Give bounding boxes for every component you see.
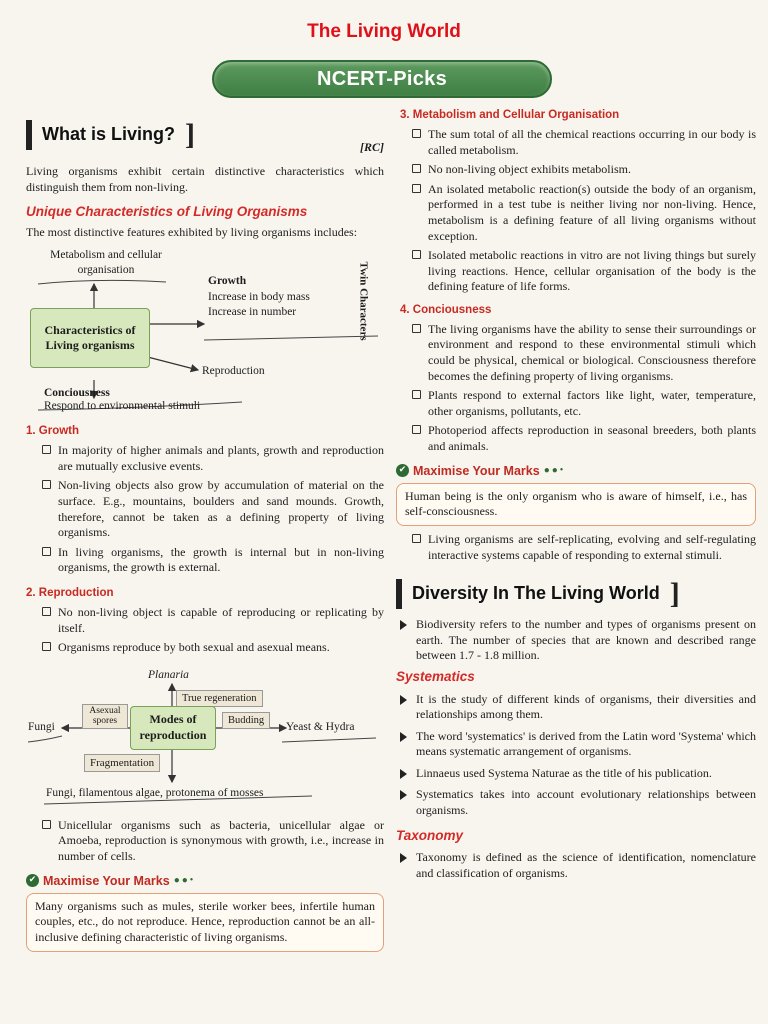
checkbox-icon [412, 390, 421, 399]
maximise-marks-heading [26, 873, 384, 889]
self-replicating-list [396, 532, 756, 563]
checkbox-icon [42, 547, 51, 556]
section-title: Diversity In The Living World [412, 583, 660, 604]
checkbox-icon [412, 425, 421, 434]
checkbox-icon [412, 164, 421, 173]
checkbox-icon [412, 250, 421, 259]
list-item: Unicellular organisms such as bacteria, unicellular algae or Amoeba, reproduction is synonymous with growth, i.e., increase in number of cells. [26, 818, 384, 865]
list-item: In living organisms, the growth is internal but in non-living organisms, the growth is external. [26, 545, 384, 576]
check-circle-icon: ✔ [396, 464, 409, 477]
characteristics-diagram [26, 244, 384, 412]
consciousness-heading: 4. Conciousness [400, 303, 492, 316]
fragmentation-tag: Fragmentation [84, 754, 160, 772]
unique-intro-text: The most distinctive features exhibited by living organisms includes: [26, 224, 358, 239]
consciousness-label: Conciousness [44, 387, 110, 400]
modes-of-reproduction-box: Modes of reproduction [130, 706, 216, 750]
metabolism-label: Metabolism and cellular organisation [50, 249, 162, 277]
triangle-bullet-icon [400, 853, 407, 863]
reproduction-list [26, 605, 384, 656]
checkbox-icon [412, 129, 421, 138]
taxonomy-list [396, 850, 756, 881]
planaria-label: Planaria [148, 668, 189, 681]
yeast-hydra-label: Yeast & Hydra [286, 720, 355, 733]
list-item: Living organisms are self-replicating, evolving and self-regulating interactive systems capable of responding to external stimuli. [396, 532, 756, 563]
list-item: Linnaeus used Systema Naturae as the title of his publication. [396, 766, 756, 782]
list-item: The living organisms have the ability to sense their surroundings or environment and respond to these environmental stimuli which could be physical, chemical or biological. Consciousness therefore becomes the defining property of living organisms. [396, 322, 756, 384]
consciousness-list [396, 322, 756, 455]
diversity-heading [396, 579, 756, 609]
characteristics-box: Characteristics of Living organisms [30, 308, 150, 368]
right-column [396, 108, 756, 881]
intro-text: Living organisms exhibit certain distinctive characteristics which distinguish them from non-living. [26, 164, 384, 194]
list-item: Organisms reproduce by both sexual and asexual means. [26, 640, 384, 656]
rc-tag: [RC] [360, 140, 384, 154]
heading-bar-icon [26, 120, 32, 150]
tip-box: Human being is the only organism who is aware of himself, i.e., has self-consciousness. [396, 483, 756, 526]
fragmentation-examples: Fungi, filamentous algae, protonema of mosses [46, 786, 264, 799]
banner-label: NCERT-Picks [316, 68, 447, 90]
list-item: Isolated metabolic reactions in vitro are not living things but surely living reactions. Hence, cellular organisation of the body is the defining feature of life forms. [396, 248, 756, 295]
tip-title: Maximise Your Marks [43, 873, 170, 888]
list-item: It is the study of different kinds of organisms, their diversities and relationships among them. [396, 692, 756, 723]
left-column [26, 120, 384, 952]
tip-box: Many organisms such as mules, sterile worker bees, infertile human couples, etc., do not reproduce. Hence, reproduction cannot be an all-inclusive defining characteristic of living organisms. [26, 893, 384, 952]
section-title: What is Living? [42, 124, 175, 145]
checkbox-icon [42, 607, 51, 616]
twin-characters-label: Twin Characters [357, 262, 370, 341]
triangle-bullet-icon [400, 695, 407, 705]
growth-label: Growth [208, 275, 247, 288]
list-item: In majority of higher animals and plants, growth and reproduction are mutually exclusive events. [26, 443, 384, 474]
list-item: An isolated metabolic reaction(s) outside the body of an organism, performed in a test tube is neither living nor non-living. Hence, metabolism is a defining feature of all living organisms without exception. [396, 182, 756, 244]
biodiversity-list [396, 617, 756, 664]
unique-characteristics-heading: Unique Characteristics of Living Organisms [26, 204, 308, 220]
checkbox-icon [412, 534, 421, 543]
reproduction-heading: 2. Reproduction [26, 587, 114, 600]
consciousness-desc: Respond to environmental stimuli [44, 400, 201, 413]
reproduction-label: Reproduction [202, 365, 265, 378]
list-item: Photoperiod affects reproduction in seasonal breeders, both plants and animals. [396, 423, 756, 454]
what-is-living-heading [26, 120, 384, 150]
systematics-heading: Systematics [396, 668, 475, 684]
ncert-picks-banner [212, 60, 552, 98]
systematics-list [396, 692, 756, 819]
list-item: No non-living object exhibits metabolism. [396, 162, 756, 178]
dots-icon: ●●• [543, 465, 566, 477]
taxonomy-heading: Taxonomy [396, 827, 464, 843]
budding-tag: Budding [222, 712, 270, 730]
checkbox-icon [42, 820, 51, 829]
check-circle-icon: ✔ [26, 874, 39, 887]
metabolism-list [396, 127, 756, 295]
heading-bar-icon [396, 579, 402, 609]
list-item: The sum total of all the chemical reactions occurring in our body is called metabolism. [396, 127, 756, 158]
true-regeneration-tag: True regeneration [176, 690, 263, 708]
triangle-bullet-icon [400, 620, 407, 630]
unicellular-list [26, 818, 384, 865]
list-item: The word 'systematics' is derived from the Latin word 'Systema' which means systematic arrangement of organisms. [396, 729, 756, 760]
maximise-marks-heading [396, 463, 756, 479]
growth-list [26, 443, 384, 576]
list-item: Biodiversity refers to the number and types of organisms present on earth. The number of species that are known and described range between 1.7 - 1.8 million. [396, 617, 756, 664]
asexual-spores-tag: Asexual spores [82, 704, 128, 729]
triangle-bullet-icon [400, 790, 407, 800]
metabolism-heading: 3. Metabolism and Cellular Organisation [400, 109, 620, 121]
list-item: Plants respond to external factors like light, water, temperature, other organisms, pollutants, etc. [396, 388, 756, 419]
reproduction-modes-diagram [26, 662, 384, 814]
tip-title: Maximise Your Marks [413, 463, 540, 478]
bracket-icon: ] [669, 577, 680, 611]
dots-icon: ●●• [173, 875, 196, 887]
checkbox-icon [412, 184, 421, 193]
checkbox-icon [42, 445, 51, 454]
checkbox-icon [42, 480, 51, 489]
page-title: The Living World [307, 21, 461, 42]
checkbox-icon [412, 324, 421, 333]
triangle-bullet-icon [400, 732, 407, 742]
growth-item-1: Increase in body mass [208, 291, 310, 304]
fungi-label: Fungi [28, 720, 55, 733]
growth-item-2: Increase in number [208, 306, 297, 319]
list-item: Taxonomy is defined as the science of identification, nomenclature and classification of organisms. [396, 850, 756, 881]
bracket-icon: ] [185, 118, 195, 151]
checkbox-icon [42, 642, 51, 651]
list-item: Non-living objects also grow by accumulation of material on the surface. E.g., mountains, boulders and sand mounds. Growth, therefore, cannot be taken as a defining property of living organisms. [26, 478, 384, 540]
growth-heading: 1. Growth [26, 425, 80, 438]
list-item: No non-living object is capable of reproducing or replicating by itself. [26, 605, 384, 636]
triangle-bullet-icon [400, 769, 407, 779]
list-item: Systematics takes into account evolutionary relationships between organisms. [396, 787, 756, 818]
